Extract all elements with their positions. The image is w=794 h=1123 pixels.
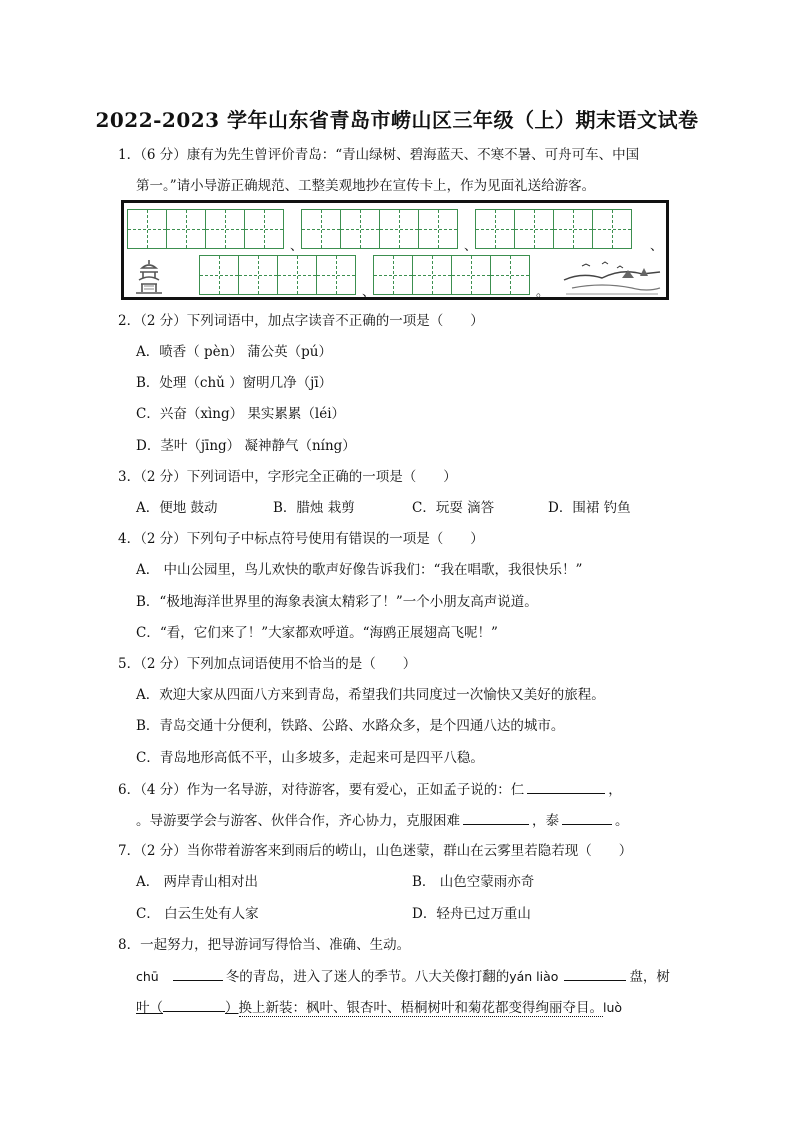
- q2-option-b: B．处理（chǔ ）窗明几净（jī）: [136, 375, 333, 391]
- separator: 、: [650, 239, 664, 254]
- q3-option-d: D．围裙 钓鱼: [548, 500, 631, 516]
- q7-stem: 7．（2 分）当你带着游客来到雨后的崂山，山色迷蒙，群山在云雾里若隐若现（ ）: [118, 843, 633, 859]
- q2-stem: 2．（2 分）下列词语中，加点字读音不正确的一项是（ ）: [118, 313, 484, 329]
- q5-option-c: C．青岛地形高低不平，山多坡多，走起来可是四平八稳。: [136, 750, 484, 766]
- q8-text-3b: ）: [225, 1000, 239, 1016]
- q8-stem: 8．一起努力，把导游词写得恰当、准确、生动。: [118, 937, 411, 953]
- grid-group-2[interactable]: [302, 209, 458, 249]
- separator: 、: [362, 285, 376, 300]
- q2-option-a: A．喷香（ pèn） 蒲公英（pú）: [136, 344, 332, 360]
- q3-option-c: C．玩耍 滴答: [412, 500, 495, 516]
- q4-option-c: C．“看，它们来了！”大家都欢呼道。“海鸥正展翅高飞呢！”: [136, 625, 498, 641]
- q6-text-3: 。导游要学会与游客、伙伴合作，齐心协力，克服困难: [136, 813, 460, 829]
- pagoda-icon: [132, 258, 166, 296]
- q8-blank-2[interactable]: [564, 966, 626, 981]
- q2-option-d: D．茎叶（jīng） 凝神静气（níng）: [136, 438, 356, 454]
- q3-stem: 3．（2 分）下列词语中，字形完全正确的一项是（ ）: [118, 469, 457, 485]
- q8-pinyin-2: yán liào: [509, 969, 559, 984]
- copy-card: [121, 200, 669, 300]
- q6-text-2: ，: [608, 782, 622, 798]
- q1-line2: 第一。”请小导游正确规范、工整美观地抄在宣传卡上，作为见面礼送给游客。: [136, 178, 596, 194]
- q5-stem: 5．（2 分）下列加点词语使用不恰当的是（ ）: [118, 656, 417, 672]
- q6-text-5: 。: [615, 813, 629, 829]
- q8-pinyin-3: luò: [603, 1000, 623, 1015]
- q5-option-a: A．欢迎大家从四面八方来到青岛，希望我们共同度过一次愉快又美好的旅程。: [136, 687, 605, 703]
- q6-text-4: ，泰: [532, 813, 559, 829]
- q7-option-d: D．轻舟已过万重山: [412, 906, 531, 922]
- q8-text-3c: 换上新装：枫叶、银杏叶、梧桐树叶和菊花都变得绚丽夺目。: [238, 1000, 603, 1016]
- q7-option-c: C． 白云生处有人家: [136, 906, 259, 922]
- q6-text-1: 6．（4 分）作为一名导游，对待游客，要有爱心，正如孟子说的：仁: [118, 782, 525, 798]
- grid-group-5[interactable]: [374, 255, 530, 295]
- q3-option-a: A．便地 鼓动: [136, 500, 218, 516]
- q6-line1: [118, 779, 622, 800]
- q8-pinyin-1: chū: [136, 969, 159, 984]
- page-title: 2022-2023 学年山东省青岛市崂山区三年级（上）期末语文试卷: [95, 108, 699, 132]
- q8-line1: [136, 966, 670, 987]
- q6-blank-1[interactable]: [527, 779, 605, 794]
- q7-option-b: B． 山色空蒙雨亦奇: [412, 874, 535, 890]
- q8-blank-1[interactable]: [173, 966, 223, 981]
- q4-option-a: A． 中山公园里，鸟儿欢快的歌声好像告诉我们：“我在唱歌，我很快乐！”: [136, 562, 583, 578]
- separator: 、: [464, 239, 478, 254]
- end-mark: 。: [536, 285, 550, 300]
- separator: 、: [290, 239, 304, 254]
- grid-group-3[interactable]: [476, 209, 632, 249]
- q4-stem: 4．（2 分）下列句子中标点符号使用有错误的一项是（ ）: [118, 531, 484, 547]
- q8-blank-3[interactable]: [163, 997, 225, 1012]
- grid-group-4[interactable]: [200, 255, 356, 295]
- q4-option-b: B．“极地海洋世界里的海象表演太精彩了！”一个小朋友高声说道。: [136, 594, 538, 610]
- q1-line1: 1．（6 分）康有为先生曾评价青岛：“青山绿树、碧海蓝天、不寒不暑、可舟可车、中国: [118, 147, 640, 163]
- q8-text-3a: 叶（: [136, 1000, 163, 1016]
- q8-text-2: 盘，树: [629, 969, 670, 985]
- q8-text-1: 冬的青岛，进入了迷人的季节。八大关像打翻的: [225, 969, 510, 985]
- grid-group-1[interactable]: [128, 209, 284, 249]
- q6-blank-2[interactable]: [463, 810, 529, 825]
- seaside-scene-icon: [562, 258, 662, 296]
- q6-blank-3[interactable]: [562, 810, 612, 825]
- q7-option-a: A． 两岸青山相对出: [136, 874, 259, 890]
- q6-line2: [136, 810, 629, 831]
- q5-option-b: B．青岛交通十分便利，铁路、公路、水路众多，是个四通八达的城市。: [136, 718, 565, 734]
- q2-option-c: C．兴奋（xìng） 果实累累（léi）: [136, 406, 346, 422]
- q8-line2: [136, 997, 622, 1018]
- q3-option-b: B．腊烛 栽剪: [273, 500, 355, 516]
